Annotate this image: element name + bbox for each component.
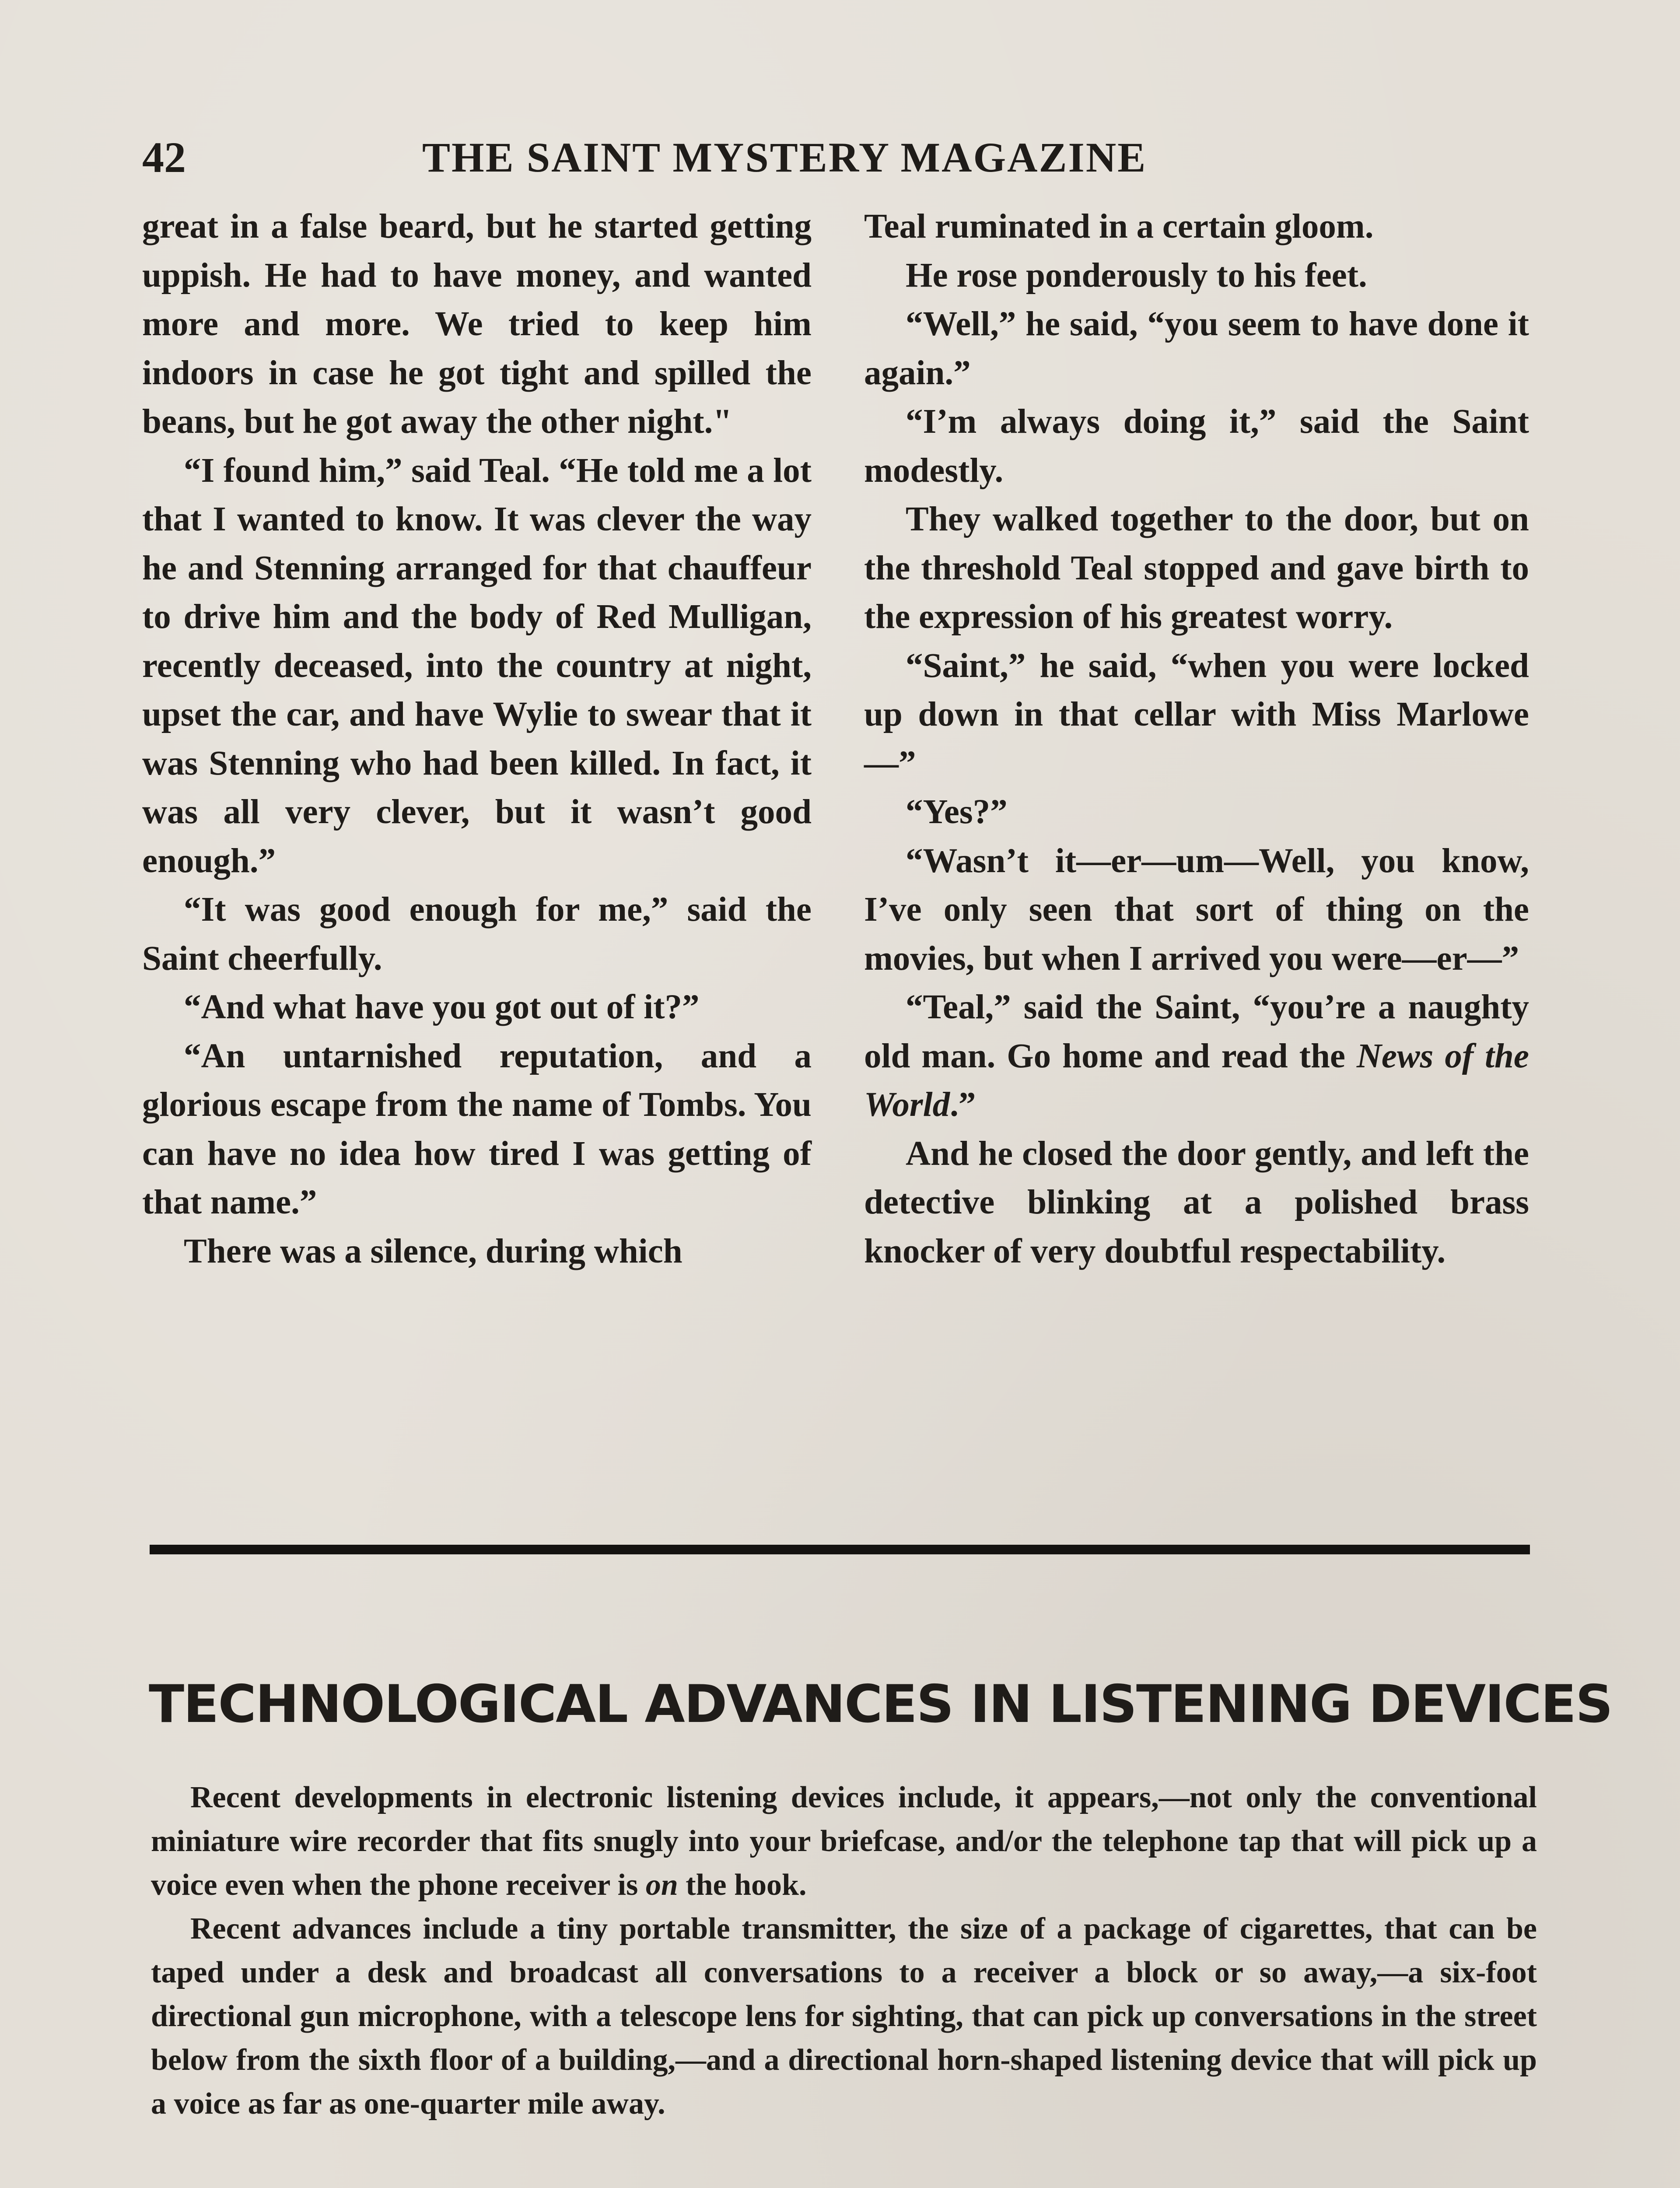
right-paragraph: “Saint,” he said, “when you were locked up down in that cellar with Miss Marlowe—” <box>864 646 1529 782</box>
right-paragraph <box>864 983 1529 1129</box>
paragraph-text: “Teal,” said the Saint, “you’re a naughty old man. Go home and read the <box>864 988 1529 1075</box>
left-paragraph: great in a false beard, but he started getting uppish. He had to have money, and wanted more and more. We tried to keep him indoors in case he got tight and spilled the beans, but he got away the other night." <box>142 207 812 441</box>
article-paragraph: Recent advances include a tiny portable transmitter, the size of a package of cigarettes, that can be taped under a desk and broadcast all conversations to a receiver a block or so away,—a six-foot directional gun microphone, with a telescope lens for sighting, that can pick up conversations in the street below from the sixth floor of a building,—and a directional horn-shaped listening device that will pick up a voice as far as one-quarter mile away. <box>151 1912 1537 2121</box>
right-column <box>864 202 1529 1276</box>
paragraph-text: .” <box>950 1086 976 1124</box>
paragraph-text: Recent developments in electronic listening devices include, it appears,—not only the conventional miniature wire recorder that fits snugly into your briefcase, and/or the telephone tap that will pick up a voice even when the phone receiver is <box>151 1781 1537 1902</box>
left-paragraph: “I found him,” said Teal. “He told me a lot that I wanted to know. It was clever the way he and Stenning arranged for that chauffeur to drive him and the body of Red Mulligan, recently deceased, into the country at night, upset the car, and have Wylie to swear that it was Stenning who had been killed. In fact, it was all very clever, but it wasn’t good enough.” <box>142 451 812 880</box>
article-body <box>151 1776 1537 2126</box>
magazine-title: THE SAINT MYSTERY MAGAZINE <box>422 134 1147 181</box>
right-paragraph: Teal ruminated in a certain gloom. <box>864 207 1374 245</box>
right-paragraph: “I’m always doing it,” said the Saint modestly. <box>864 403 1529 490</box>
right-paragraph: “Yes?” <box>906 793 1008 831</box>
article-title: TECHNOLOGICAL ADVANCES IN LISTENING DEVICES <box>149 1674 1612 1735</box>
left-column <box>142 202 812 1276</box>
right-paragraph: “Well,” he said, “you seem to have done it again.” <box>864 305 1529 392</box>
section-divider <box>150 1545 1530 1554</box>
right-paragraph: They walked together to the door, but on the threshold Teal stopped and gave birth to the expression of his greatest worry. <box>864 500 1529 636</box>
italic-title: News of the World <box>864 1037 1529 1124</box>
left-paragraph: “An untarnished reputation, and a glorious escape from the name of Tombs. You can have no idea how tired I was getting of that name.” <box>142 1037 812 1221</box>
right-paragraph: He rose ponderously to his feet. <box>906 256 1367 295</box>
left-paragraph: “It was good enough for me,” said the Saint cheerfully. <box>142 891 812 978</box>
right-paragraph: And he closed the door gently, and left the detective blinking at a polished brass knocker of very doubtful respectability. <box>864 1134 1529 1270</box>
paragraph-text: the hook. <box>678 1868 807 1902</box>
page-number: 42 <box>142 133 186 182</box>
right-paragraph: “Wasn’t it—er—um—Well, you know, I’ve only seen that sort of thing on the movies, but when I arrived you were—er—” <box>864 842 1529 978</box>
left-paragraph: “And what have you got out of it?” <box>184 988 700 1026</box>
left-paragraph: There was a silence, during which <box>184 1232 682 1270</box>
italic-word: on <box>645 1868 678 1902</box>
article-paragraph <box>151 1776 1537 1907</box>
running-header <box>142 127 1533 188</box>
